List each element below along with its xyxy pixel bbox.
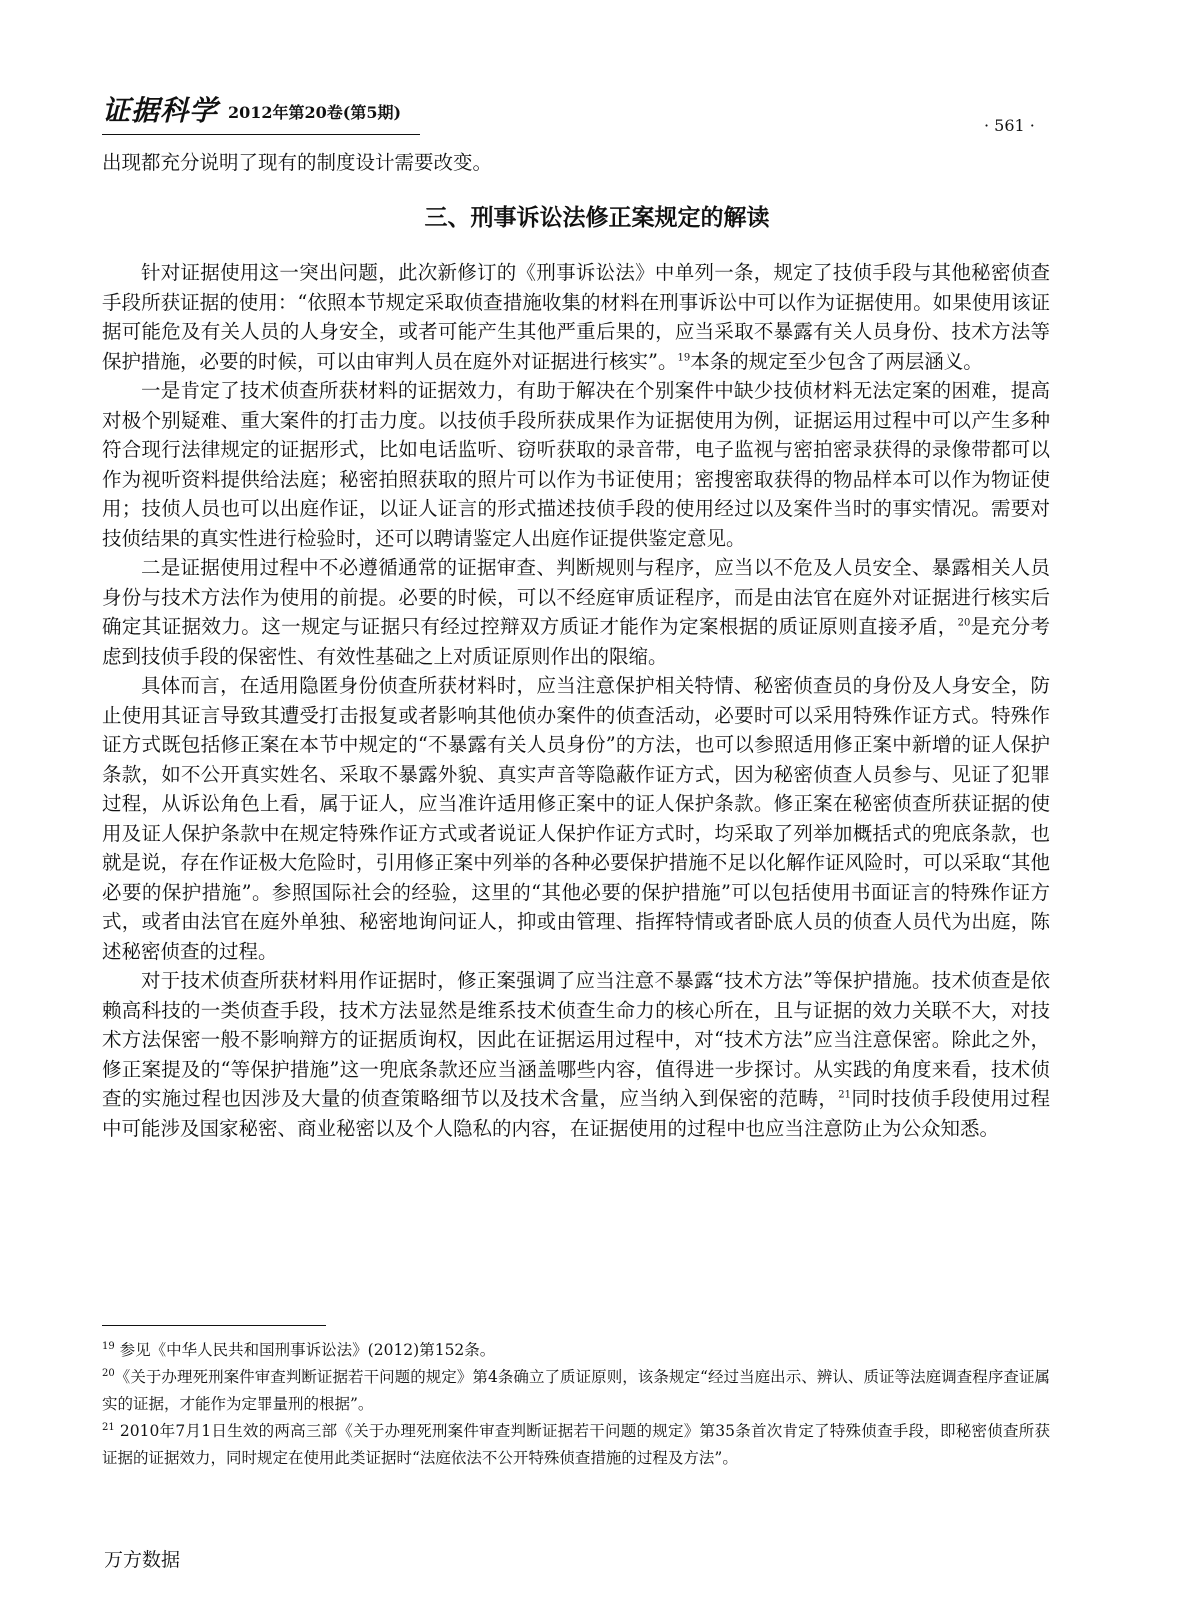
footnote-rule <box>102 1325 326 1326</box>
footnote-19 <box>102 1337 1050 1364</box>
footnote-20 <box>102 1364 1050 1418</box>
footer-watermark-text: 万方数据 <box>104 1549 181 1571</box>
continuation-text: 出现都充分说明了现有的制度设计需要改变。 <box>102 151 493 174</box>
footnote-number: 20 <box>102 1367 115 1379</box>
footnotes <box>102 1337 1050 1472</box>
footnote-ref: 21 <box>838 1089 851 1101</box>
running-header <box>102 93 420 135</box>
footnote-21 <box>102 1418 1050 1472</box>
footnote-number: 19 <box>102 1340 115 1352</box>
paragraph-text: 是充分考虑到技侦手段的保密性、有效性基础之上对质证原则作出的限缩。 <box>102 615 1050 668</box>
paragraph-text: 二是证据使用过程中不必遵循通常的证据审查、判断规则与程序，应当以不危及人员安全、暴露相关人员身份与技术方法作为使用的前提。必要的时候，可以不经庭审质证程序，而是由法官在庭外对证据进行核实后确定其证据效力。这一规定与证据只有经过控辩双方质证才能作为定案根据的质证原则直接矛盾， <box>102 556 1050 638</box>
footnote-number: 21 <box>102 1421 115 1433</box>
issue-info: 2012年第20卷(第5期) <box>228 103 402 122</box>
page-number: · 561 · <box>984 116 1035 135</box>
paragraph-4 <box>102 671 1050 966</box>
paragraph-5 <box>102 966 1050 1143</box>
footnote-ref: 19 <box>677 352 691 363</box>
journal-name: 证据科学 <box>102 94 219 127</box>
footnote-ref: 20 <box>957 617 971 629</box>
paragraph-3 <box>102 553 1050 671</box>
paragraph-text: 一是肯定了技术侦查所获材料的证据效力，有助于解决在个别案件中缺少技侦材料无法定案的困难，提高对极个别疑难、重大案件的打击力度。以技侦手段所获成果作为证据使用为例，证据运用过程中可以产生多种符合现行法律规定的证据形式，比如电话监听、窃听获取的录音带，电子监视与密拍密录获得的录像带都可以作为视听资料提供给法庭；秘密拍照获取的照片可以作为书证使用；密搜密取获得的物品样本可以作为物证使用；技侦人员也可以出庭作证，以证人证言的形式描述技侦手段的使用经过以及案件当时的事实情况。需要对技侦结果的真实性进行检验时，还可以聘请鉴定人出庭作证提供鉴定意见。 <box>102 379 1050 550</box>
paragraph-text: 对于技术侦查所获材料用作证据时，修正案强调了应当注意不暴露“技术方法”等保护措施。技术侦查是依赖高科技的一类侦查手段，技术方法显然是维系技术侦查生命力的核心所在，且与证据的效力关联不大，对技术方法保密一般不影响辩方的证据质询权，因此在证据运用过程中，对“技术方法”应当注意保密。除此之外，修正案提及的“等保护措施”这一兜底条款还应当涵盖哪些内容，值得进一步探讨。从实践的角度来看，技术侦查的实施过程也因涉及大量的侦查策略细节以及技术含量，应当纳入到保密的范畴， <box>102 969 1050 1110</box>
paragraph-text: 具体而言，在适用隐匿身份侦查所获材料时，应当注意保护相关特情、秘密侦查员的身份及人身安全，防止使用其证言导致其遭受打击报复或者影响其他侦办案件的侦查活动，必要时可以采用特殊作证方式。特殊作证方式既包括修正案在本节中规定的“不暴露有关人员身份”的方法，也可以参照适用修正案中新增的证人保护条款，如不公开真实姓名、采取不暴露外貌、真实声音等隐蔽作证方式，因为秘密侦查人员参与、见证了犯罪过程，从诉讼角色上看，属于证人，应当准许适用修正案中的证人保护条款。修正案在秘密侦查所获证据的使用及证人保护条款中在规定特殊作证方式或者说证人保护作证方式时，均采取了列举加概括式的兜底条款，也就是说，存在作证极大危险时，引用修正案中列举的各种必要保护措施不足以化解作证风险时，可以采取“其他必要的保护措施”。参照国际社会的经验，这里的“其他必要的保护措施”可以包括使用书面证言的特殊作证方式，或者由法官在庭外单独、秘密地询问证人，抑或由管理、指挥特情或者卧底人员的侦查人员代为出庭，陈述秘密侦查的过程。 <box>102 674 1050 963</box>
paragraph-text: 同时技侦手段使用过程中可能涉及国家秘密、商业秘密以及个人隐私的内容，在证据使用的过程中也应当注意防止为公众知悉。 <box>102 1087 1050 1140</box>
footnote-text: 《关于办理死刑案件审查判断证据若干问题的规定》第4条确立了质证原则，该条规定“经过当庭出示、辨认、质证等法庭调查程序查证属实的证据，才能作为定罪量刑的根据”。 <box>102 1368 1050 1413</box>
header-rule <box>102 134 420 135</box>
footnote-text: 2010年7月1日生效的两高三部《关于办理死刑案件审查判断证据若干问题的规定》第35条首次肯定了特殊侦查手段，即秘密侦查所获证据的证据效力，同时规定在使用此类证据时“法庭依法不公开特殊侦查措施的过程及方法”。 <box>102 1422 1050 1467</box>
main-body <box>102 258 1050 1143</box>
paragraph-text: 本条的规定至少包含了两层涵义。 <box>690 349 983 373</box>
paragraph-1 <box>102 258 1050 376</box>
paragraph-2 <box>102 376 1050 553</box>
footnote-text: 参见《中华人民共和国刑事诉讼法》(2012)第152条。 <box>119 1341 496 1359</box>
paragraph-text: 针对证据使用这一突出问题，此次新修订的《刑事诉讼法》中单列一条，规定了技侦手段与其他秘密侦查手段所获证据的使用：“依照本节规定采取侦查措施收集的材料在刑事诉讼中可以作为证据使用。如果使用该证据可能危及有关人员的人身安全，或者可能产生其他严重后果的，应当采取不暴露有关人员身份、技术方法等保护措施，必要的时候，可以由审判人员在庭外对证据进行核实”。 <box>102 261 1050 373</box>
section-title: 三、刑事诉讼法修正案规定的解读 <box>424 205 770 231</box>
